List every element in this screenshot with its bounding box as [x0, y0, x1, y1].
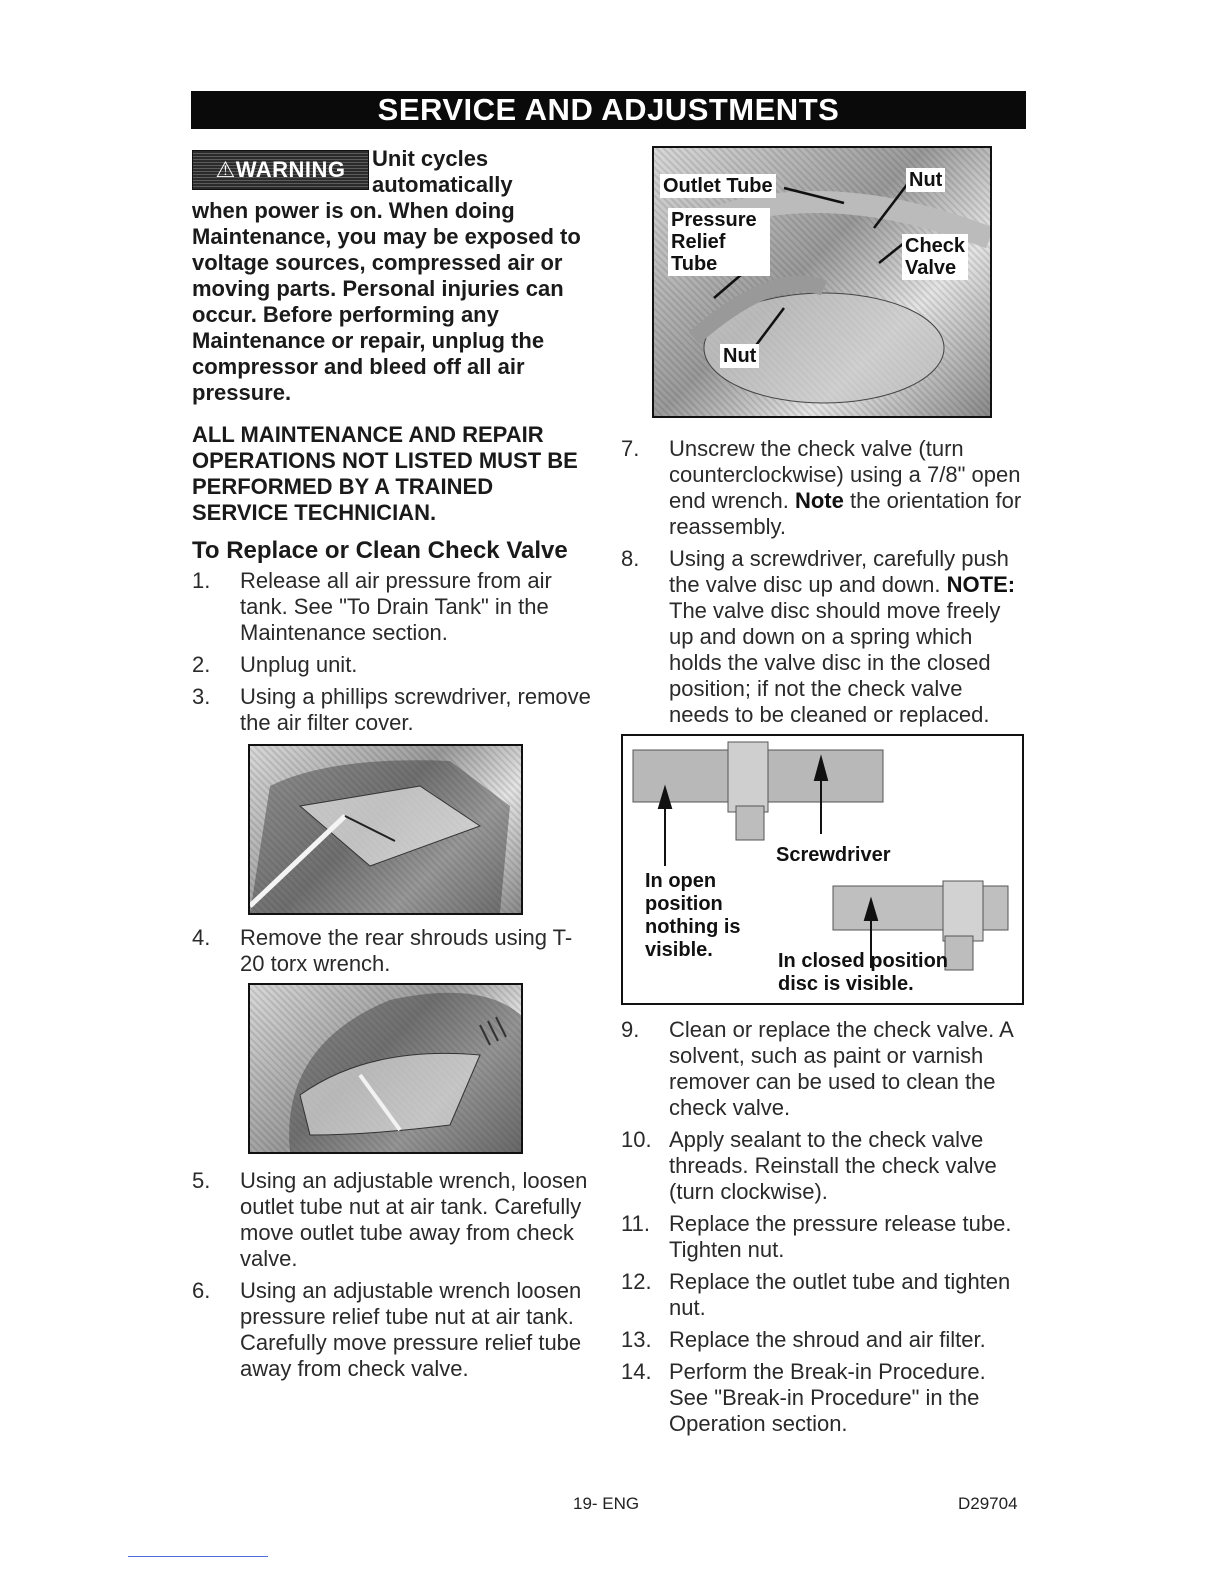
- step-5: 5. Using an adjustable wrench, loosen outlet tube nut at air tank. Carefully move outlet tube away from check valve.: [192, 1168, 588, 1271]
- steps-list-left-b: [192, 1168, 592, 1382]
- warning-body-text: when power is on. When doing Maintenance, you may be exposed to voltage sources, compressed air or moving parts. Personal injuries can occur. Before performing any Maintenance or repair, unplug the compressor and bleed off all air pressure.: [192, 198, 581, 405]
- warning-block: [192, 146, 592, 406]
- warning-lead-text: Unit cycles automatically: [372, 146, 513, 197]
- footer-rule: [128, 1556, 268, 1557]
- step-2: 2. Unplug unit.: [192, 652, 358, 677]
- steps-list-left-a: [192, 568, 592, 736]
- page-title: SERVICE AND ADJUSTMENTS: [191, 91, 1026, 129]
- step-13: 13. Replace the shroud and air filter.: [621, 1327, 986, 1352]
- label-outlet-tube: Outlet Tube: [660, 174, 776, 198]
- steps-list-right-b: [621, 1017, 1025, 1437]
- label-nut-top: Nut: [906, 168, 945, 192]
- steps-list-right-a: [621, 436, 1025, 728]
- step-12: 12. Replace the outlet tube and tighten nut.: [621, 1269, 1011, 1320]
- steps-list-left-step4: [192, 925, 592, 977]
- section-heading: To Replace or Clean Check Valve: [192, 537, 568, 564]
- step-14: 14. Perform the Break-in Procedure. See "Break-in Procedure" in the Operation section.: [621, 1359, 986, 1436]
- page-number: 19- ENG: [573, 1494, 640, 1513]
- step-8: 8. Using a screwdriver, carefully push the valve disc up and down. NOTE: The valve disc should move freely up and down on a spring which holds the valve disc in the closed position; if not the check valve needs to be cleaned or replaced.: [621, 546, 1016, 727]
- label-closed-position: In closed position disc is visible.: [778, 950, 949, 995]
- step-3: 3. Using a phillips screwdriver, remove the air filter cover.: [192, 684, 591, 735]
- warning-icon: ⚠WARNING: [192, 150, 369, 190]
- step-4: 4. Remove the rear shrouds using T-20 torx wrench.: [192, 925, 573, 976]
- air-filter-cover-photo: [248, 744, 523, 915]
- document-code: D29704: [958, 1494, 1018, 1513]
- step-10: 10. Apply sealant to the check valve threads. Reinstall the check valve (turn clockwise).: [621, 1127, 997, 1204]
- check-valve-photo: [652, 146, 992, 418]
- label-pressure-relief-tube: Pressure Relief Tube: [668, 208, 770, 276]
- step-7: 7. Unscrew the check valve (turn counterclockwise) using a 7/8" open end wrench. Note the orientation for reassembly.: [621, 436, 1022, 539]
- technician-notice: ALL MAINTENANCE AND REPAIR OPERATIONS NOT LISTED MUST BE PERFORMED BY A TRAINED SERVICE TECHNICIAN.: [192, 422, 578, 525]
- right-column: [621, 146, 1025, 1443]
- valve-disc-figure: [621, 734, 1024, 1005]
- step-11: 11. Replace the pressure release tube. Tighten nut.: [621, 1211, 1012, 1262]
- left-column: [192, 146, 592, 1388]
- step-9: 9. Clean or replace the check valve. A solvent, such as paint or varnish remover can be used to clean the check valve.: [621, 1017, 1013, 1120]
- step-6: 6. Using an adjustable wrench loosen pressure relief tube nut at air tank. Carefully move pressure relief tube away from check valve.: [192, 1278, 582, 1381]
- label-open-position: In open position nothing is visible.: [645, 870, 741, 961]
- label-check-valve: Check Valve: [902, 234, 968, 280]
- label-screwdriver: Screwdriver: [776, 844, 891, 866]
- rear-shroud-photo: [248, 983, 523, 1154]
- step-1: 1. Release all air pressure from air tank. See "To Drain Tank" in the Maintenance section.: [192, 568, 552, 645]
- label-nut-bottom: Nut: [720, 344, 759, 368]
